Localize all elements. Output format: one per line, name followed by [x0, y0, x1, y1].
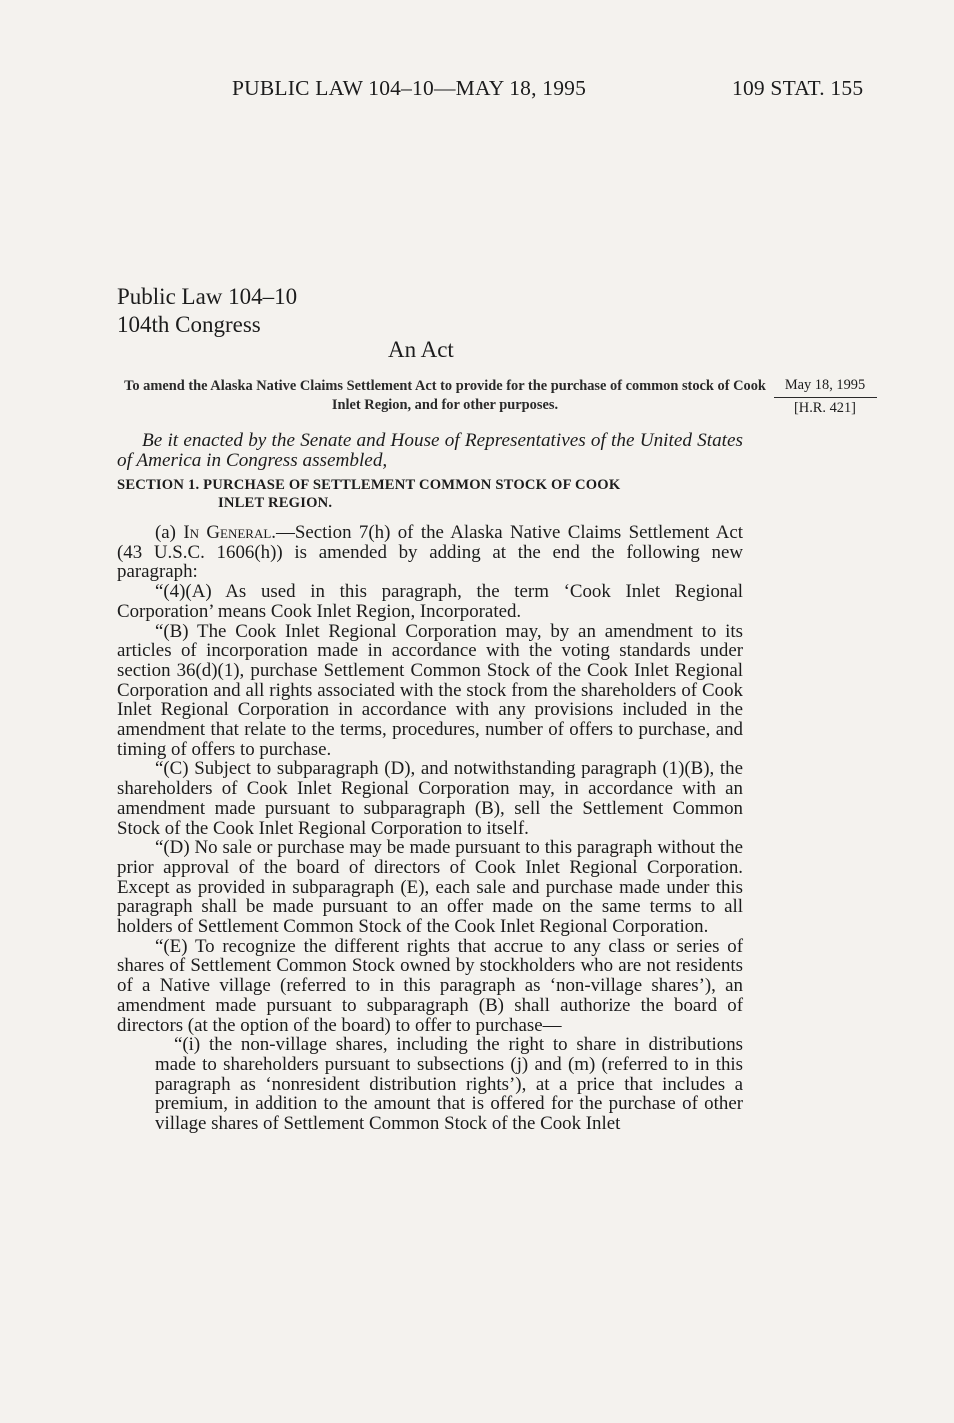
congress-number: 104th Congress: [117, 312, 261, 337]
margin-bill-number: [H.R. 421]: [794, 400, 856, 416]
subparagraph-e: “(E) To recognize the different rights that accrue to any class or series of shares of Settlement Common Stock owned by stockholders who are not residents of a Native village (referred to in this paragraph as ‘non-village shares’), an amendment made pursuant to subparagraph (B) shall authorize the board of directors (at the option of the board) to offer to purchase—: [117, 935, 743, 1036]
subparagraph-b: “(B) The Cook Inlet Regional Corporation may, by an amendment to its articles of incorporation made in accordance with the voting standards under section 36(d)(1), purchase Settlement Common Stock of the Cook Inlet Regional Corporation and all rights associated with the stock from the shareholders of Cook Inlet Regional Corporation in accordance with any provisions included in the amendment that relate to the terms, procedures, number of offers to purchase, and timing of offers to purchase.: [117, 620, 743, 760]
section-heading-line-2: INLET REGION.: [218, 495, 333, 511]
subsection-a-text: —Section 7(h) of the Alaska Native Claims Settlement Act (43 U.S.C. 1606(h)) is amended by adding at the end the following new paragraph:: [117, 522, 743, 583]
subsection-a-label: (a): [155, 522, 184, 543]
public-law-number: Public Law 104–10: [117, 284, 298, 309]
clause-e-i: “(i) the non-village shares, including the right to share in distributions made to shareholders pursuant to subsections (j) and (m) (referred to in this paragraph as ‘nonresident distribution rights’), at a price that includes a premium, in addition to the amount that is offered for the purchase of other village shares of Settlement Common Stock of the Cook Inlet: [155, 1034, 743, 1135]
statutes-page-number: 109 STAT. 155: [732, 76, 864, 100]
margin-date: May 18, 1995: [784, 377, 866, 393]
running-head: PUBLIC LAW 104–10—MAY 18, 1995: [232, 76, 587, 100]
margin-rule: [774, 397, 877, 398]
subparagraph-c: “(C) Subject to subparagraph (D), and notwithstanding paragraph (1)(B), the shareholders of Cook Inlet Regional Corporation may, in accordance with an amendment made pursuant to subparagraph (B), sell the Settlement Common Stock of the Cook Inlet Regional Corporation to itself.: [117, 758, 743, 839]
section-body: [117, 523, 743, 1134]
section-heading: [117, 476, 747, 512]
enacting-clause: Be it enacted by the Senate and House of Representatives of the United States of America in Congress assembled,: [117, 430, 743, 471]
subparagraph-d: “(D) No sale or purchase may be made pursuant to this paragraph without the prior approval of the board of directors of Cook Inlet Regional Corporation. Except as provided in subparagraph (E), each sale and purchase made under this paragraph shall be made pursuant to an offer made on the same terms to all holders of Settlement Common Stock of the Cook Inlet Regional Corporation.: [117, 837, 743, 938]
subsection-a: [117, 523, 743, 582]
subsection-a-heading: In General.: [183, 522, 276, 543]
paragraph-4-a: “(4)(A) As used in this paragraph, the term ‘Cook Inlet Regional Corporation’ means Cook Inlet Region, Incorporated.: [117, 581, 743, 622]
section-heading-line-1: SECTION 1. PURCHASE OF SETTLEMENT COMMON STOCK OF COOK: [117, 477, 621, 493]
purpose-statement: To amend the Alaska Native Claims Settlement Act to provide for the purchase of common stock of Cook Inlet Region, and for other purposes.: [124, 378, 766, 413]
act-title: An Act: [388, 337, 454, 362]
